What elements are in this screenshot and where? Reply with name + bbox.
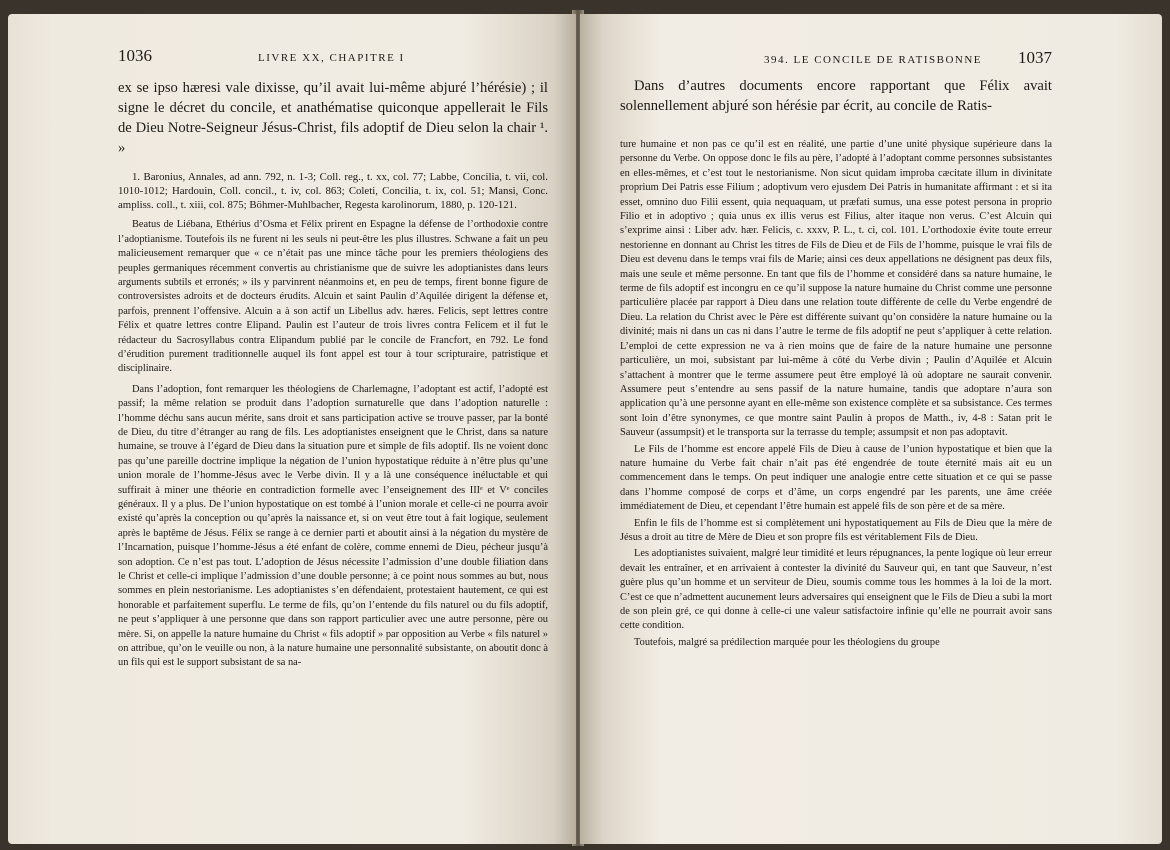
left-page-number: 1036 [118,46,152,65]
left-paragraph-2: Dans l’adoption, font remarquer les théologiens de Charlemagne, l’adoptant est actif, l’adopté est passif; la même relation se produit dans l’adoption surnaturelle que dans l’adoption naturelle : l’homme déchu sans aucun mérite, sans droit et sans participation active se trouve passer, par la bonté de Dieu, du titre d’étranger au rang de fils. Les adoptianistes enseignent que le Christ, dans sa nature humaine, se trouve à l’égard de Dieu dans la situation pure et simple de fils adoptif. Ils ne voient donc pas qu’une pareille doctrine implique la négation de l’union hypostatique réduite à n’être plus qu’une union morale de l’homme-Jésus avec le Verbe divin. Il y a là une conséquence inéluctable et qui suffirait à miner une théorie en contradiction formelle avec l’enseignement des IIIᵉ et Vᵉ conciles généraux. Il y a plus. De l’union hypostatique on est tombé à l’union morale et celle-ci ne pourra avoir existé qu’après la conception ou qu’après la naissance et, si on veut être tout à fait logique, seulement après le baptême de Jésus. Félix se range à ce dernier parti et aboutit ainsi à la négation du mystère de l’Incarnation, puisque l’homme-Jésus a été enfant de colère, comme ennemi de Dieu, pécheur jusqu’à son adoption. Ce n’est pas tout. L’adoption de Jésus nécessite l’admission d’une double filiation dans le Christ et celle-ci implique l’admission d’une double personne; à ce point nous sommes au but, nous sommes en plein nestorianisme. Les adoptianistes s’en défendaient, protestaient hautement, ce qui est honorable et parfaitement superflu. Le terme de fils, qu’on l’entende du fils naturel ou du fils adoptif, ne peut s’appliquer à une personne que dans son rapport particulier avec une autre personne, père ou mère. Si, on appelle la nature humaine du Christ « fils adoptif » par opposition au Verbe « fils naturel » on attribue, qu’on le veuille ou non, à la nature humaine une personnalité subsistante, on aboutit donc à un fils qui est le support subsistant de sa na- [118,383,548,669]
right-paragraph-3: Enfin le fils de l’homme est si complètement uni hypostatiquement au Fils de Dieu que la mère de Jésus a droit au titre de Mère de Dieu et son propre fils est véritablement Fils de Dieu. [620,517,1052,543]
left-page [8,14,576,844]
right-intro-text: Dans d’autres documents encore rapportant que Félix avait solennellement abjuré son hérésie par écrit, au concile de Ratis- [620,78,1052,114]
left-running-head [118,46,548,68]
right-paragraph-5: Toutefois, malgré sa prédilection marquée pour les théologiens du groupe [634,636,940,648]
left-paragraph-1: Beatus de Liébana, Ethérius d’Osma et Félix prirent en Espagne la défense de l’orthodoxie contre l’adoptianisme. Toutefois ils ne furent ni les seuls ni peut-être les plus illustres. Schwane a fait un peu malicieusement remarquer que « ce n’était pas une mince tâche pour les premiers théologiens des peuples germaniques récemment convertis au christianisme que de suivre les adoptianistes dans leurs arguments subtils et erronés; » ils y parvinrent néanmoins et, en peu de temps, firent bonne figure de controversistes adroits et de docteurs érudits. Alcuin et saint Paulin d’Aquilée dirigent la défense et, parfois, prennent l’offensive. Alcuin a à son actif un Libellus adv. hæres. Felicis, sept lettres contre Félix et quatre lettres contre Elipand. Paulin est l’auteur de trois livres contra Felicem et il fut le rédacteur du Sacrosyllabus contra Elipandum publié par le concile de Francfort, en 792. Le fond d’érudition purement traditionnelle auquel ils font appel est tour à tour scripturaire, patristique et disciplinaire. [118,219,548,375]
left-running-title: LIVRE XX, CHAPITRE I [258,52,405,64]
right-page-content [620,48,1052,650]
left-page-content [118,46,548,671]
right-paragraph-4: Les adoptianistes suivaient, malgré leur timidité et leurs répugnances, la pente logique où leur erreur devait les entraîner, et en arrivaient à contester la divinité du Sauveur qui, en tant que Sauveur, n’est guère plus qu’un homme et un serviteur de Dieu, soumis comme tous les hommes à la loi de la mort. C’est ce que n’admettent aucunement leurs adversaires qui enseignent que le Fils de Dieu a subi la mort de son plein gré, ce qui donne à celle-ci une valeur satisfactoire infinie qu’elle ne pourrait avoir sans cette condition. [620,548,1052,632]
left-intro-text: ex se ipso hæresi vale dixisse, qu’il avait lui-même abjuré l’hérésie) ; il signe le décret du concile, et anathématise quiconque appellerait le Fils de Dieu Notre-Seigneur Jésus-Christ, fils adoptif de Dieu selon la chair ¹. » [118,80,548,156]
right-running-title: 394. LE CONCILE DE RATISBONNE [764,54,982,66]
right-page [580,14,1162,844]
right-running-head [620,48,1052,70]
left-footnote: 1. Baronius, Annales, ad ann. 792, n. 1-3; Coll. reg., t. xx, col. 77; Labbe, Concilia, t. vii, col. 1010-1012; Hardouin, Coll. concil., t. iv, col. 863; Coleti, Concilia, t. ix, col. 51; Mansi, Conc. ampliss. coll., t. xiii, col. 875; Böhmer-Muhlbacher, Regesta karolinorum, 1880, p. 120-121. [118,171,548,212]
right-paragraph-2: Le Fils de l’homme est encore appelé Fils de Dieu à cause de l’union hypostatique et bien que la nature humaine du Verbe fait chair n’ait pas été engendrée de toute éternité mais ait eu un commencement dans le temps. On peut indiquer une analogie entre cette situation et ce qui se passe dans l’homme composé de corps et d’âme, un corps engendré par les parents, une âme créée immédiatement de Dieu, et cependant l’être humain est appelé fils de son père et de sa mère. [620,443,1052,513]
right-page-number: 1037 [1018,48,1052,67]
right-paragraph-1: ture humaine et non pas ce qu’il est en réalité, une partie d’une unité physique supérieure dans la personne du Verbe. On oppose donc le fils au père, l’adopté à l’adoptant comme personnes subsistantes en elles-mêmes, et c’est tout le nestorianisme. Non sicut quidam improba cæcitate illum in divinitate proprium Dei Patris esse Filium ; adoptivum vero ejusdem Dei Patris in humanitate affirmant : et si ita esset, omnino duo Filii essent, quia nequaquam, ut præfati sumus, una esse potest persona in proprio Filio et in adoptivo ; quia unus ex illis verus est Filius, alter itaque non verus. C’est Alcuin qui s’exprime ainsi : Liber adv. hær. Felicis, c. xxxv, P. L., t. ci, col. 101. L’orthodoxie évite toute erreur nestorienne en donnant au Christ les titres de Fils de Dieu et de Fils de l’homme, puisque le vrai fils de Dieu est devenu dans le temps vrai fils de Marie; ainsi ces deux appellations ne désignent pas deux fils, mais une seule et même personne. En tant que fils de l’homme et considéré dans sa nature humaine, le terme de fils adoptif est incongru en ce qu’il suppose la nature humaine du Christ comme une personne particulière placée par rapport à Dieu dans une relation toute différente de celle du Verbe engendré de Dieu. La relation du Christ avec le Père est différente suivant qu’on considère la nature humaine ou la divinité; mais ni dans un cas ni dans l’autre le terme de fils adoptif ne peut s’appliquer à cette relation. L’emploi de cette expression ne va à rien moins que de faire de la nature humaine une personne particulière, un moi, subsistant par lui-même à côté du Verbe divin ; Paulin d’Aquilée et Alcuin s’attachent à montrer que le terme assumere peut être employé là où adoptare ne saurait convenir. Assumere peut s’entendre au sens passif de la nature humaine, tandis que adoptare n’aura son application qu’à une personne ayant en elle-même son existence complète et sa subsistance. Ces termes sont loin d’être synonymes, ce que montre saint Paulin à propos de Matth., iv, 4-8 : Satan prit le Sauveur (assumpsit) et le transporta sur la terrasse du temple; assumpsit et non pas adoptavit. [620,139,1052,439]
